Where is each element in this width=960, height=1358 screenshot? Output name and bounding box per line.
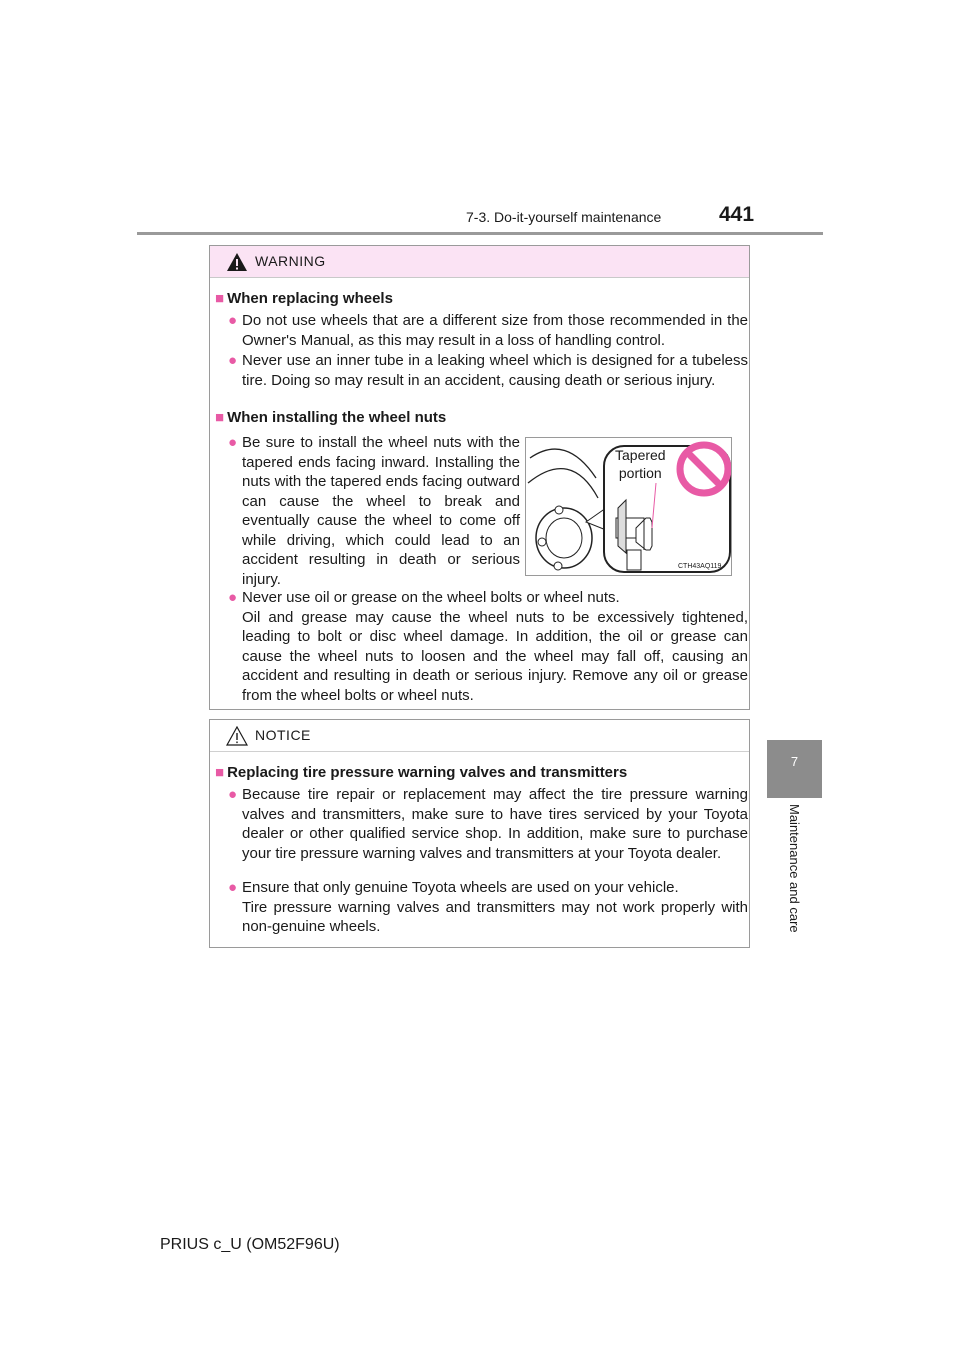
bullet-dot-icon: ●: [228, 786, 238, 803]
bullet-dot-icon: ●: [228, 352, 238, 369]
bullet-dot-icon: ●: [228, 312, 238, 329]
page-number: 441: [719, 203, 755, 226]
notice-title: NOTICE: [255, 727, 311, 743]
footer-model-code: PRIUS c_U (OM52F96U): [160, 1236, 340, 1253]
chapter-number: 7: [790, 754, 799, 769]
square-bullet-icon: ■: [215, 409, 225, 426]
wheel-nut-figure: [525, 437, 732, 576]
warning-title: WARNING: [255, 253, 326, 269]
square-bullet-icon: ■: [215, 764, 225, 781]
chapter-label-container: [788, 804, 804, 964]
warning-triangle-icon: [226, 252, 248, 272]
section-heading: ■ When installing the wheel nuts: [215, 409, 447, 426]
section-heading: ■ Replacing tire pressure warning valves and transmitters: [215, 764, 628, 781]
square-bullet-icon: ■: [215, 290, 225, 307]
bullet-item: ● Never use oil or grease on the wheel bolts or wheel nuts. Oil and grease may cause the wheel nuts to be excessively tightened, leading to bolt or disc wheel damage. In addition, the oil or grease can cause the wheel nuts to loosen and the wheel may fall off, causing an accident and resulting in death or serious injury. Remove any oil or grease from the wheel bolts or wheel nuts.: [228, 589, 748, 704]
chapter-label: Maintenance and care: [787, 804, 802, 933]
notice-header: [210, 720, 749, 752]
bullet-item: ● Ensure that only genuine Toyota wheels are used on your vehicle. Tire pressure warning valves and transmitters may not work properly with non-genuine wheels.: [228, 879, 748, 935]
bullet-item: ● Do not use wheels that are a different size from those recommended in the Owner's Manual, as this may result in a loss of handling control.: [228, 312, 748, 349]
header-divider: [137, 232, 823, 235]
tapered-portion-label: Tapered portion: [615, 447, 666, 481]
notice-box: [209, 719, 750, 948]
section-title: 7-3. Do-it-yourself maintenance: [466, 209, 662, 225]
caution-triangle-icon: [226, 726, 248, 746]
bullet-dot-icon: ●: [228, 589, 238, 606]
figure-code: CTH43AQ119: [678, 563, 722, 570]
bullet-item: ● Because tire repair or replacement may affect the tire pressure warning valves and transmitters, make sure to have tires serviced by your Toyota dealer or other qualified service shop. In addition, make sure to purchase your tire pressure warning valves and transmitters at your Toyota dealer.: [228, 786, 748, 862]
section-heading: ■ When replacing wheels: [215, 290, 393, 307]
bullet-dot-icon: ●: [228, 879, 238, 896]
bullet-dot-icon: ●: [228, 434, 238, 451]
bullet-item: ● Never use an inner tube in a leaking wheel which is designed for a tubeless tire. Doing so may result in an accident, causing death or serious injury.: [228, 352, 748, 389]
warning-header: [210, 246, 749, 278]
chapter-tab: [767, 740, 822, 798]
bullet-item: ● Be sure to install the wheel nuts with the tapered ends facing inward. Installing the nuts with the tapered ends facing outward can cause the wheel to break and eventually cause the wheel to come off while driving, which could lead to an accident resulting in death or serious injury.: [228, 434, 520, 588]
